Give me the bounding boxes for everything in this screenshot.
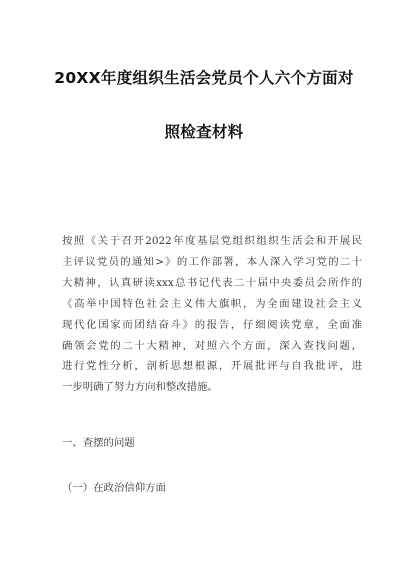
paragraph-line: 一步明确了努力方向和整改措施。: [62, 381, 218, 394]
paragraph-line: 确领会党的二十大精神，对照六个方面，深入查找问题，: [62, 339, 362, 352]
paragraph-line: 按照《关于召开2022年度基层党组织组织生活会和开展民: [62, 235, 362, 247]
section-heading: 一、查摆的问题: [62, 437, 135, 449]
paragraph-line: 主评议党员的通知>》的工作部署，本人深入学习党的二十: [62, 255, 362, 268]
document-title-line-1: 20XX年度组织生活会党员个人六个方面对: [54, 69, 354, 87]
document-title-line-2: 照检查材料: [164, 123, 244, 141]
paragraph-line: 《高举中国特色社会主义伟大旗帜，为全面建设社会主义: [62, 297, 362, 310]
paragraph-line: 现代化国家而团结奋斗》的报告，仔细阅读党章，全面准: [62, 318, 362, 331]
paragraph-line: 大精神，认真研读xxx总书记代表二十届中央委员会所作的: [62, 276, 362, 289]
intro-paragraph: [62, 231, 362, 398]
subsection-heading: （一）在政治信仰方面: [62, 482, 166, 494]
paragraph-line: 进行党性分析，剖析思想根源，开展批评与自我批评，进: [62, 360, 362, 373]
